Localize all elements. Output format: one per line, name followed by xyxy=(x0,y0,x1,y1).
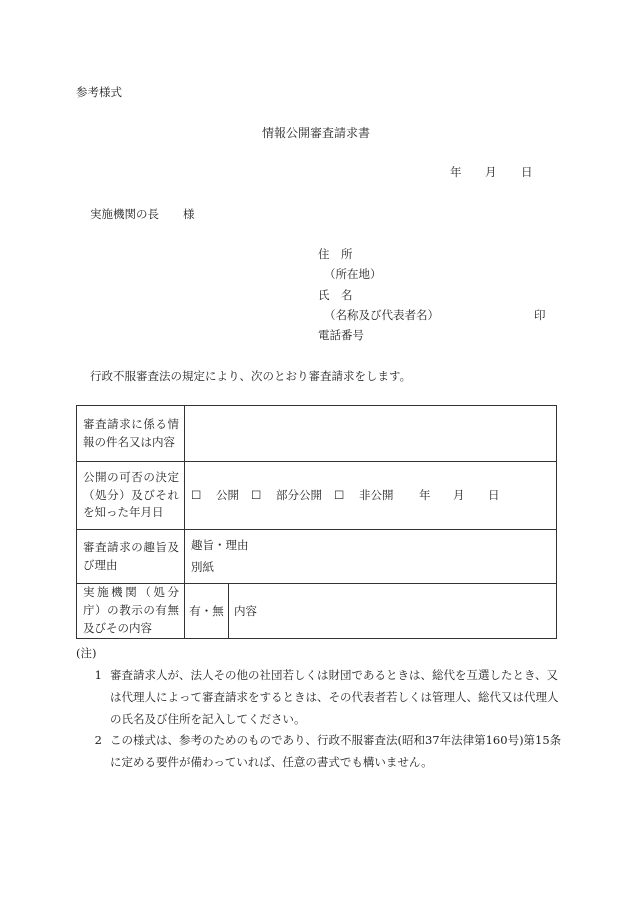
intro-text: 行政不服審査法の規定により、次のとおり審査請求をします。 xyxy=(90,369,412,383)
document-title: 情報公開審査請求書 xyxy=(262,126,371,140)
notes-section xyxy=(76,643,562,774)
note-number: 1 xyxy=(94,667,102,682)
table-row xyxy=(77,530,557,584)
addressee-honorific: 様 xyxy=(183,207,195,221)
yes-no-cell[interactable]: 有・無 xyxy=(185,584,229,638)
note-text: この様式は、参考のためのものであり、行政不服審査法(昭和37年法律第160号)第15条に定める要件が備わっていれば、任意の書式でも構いません。 xyxy=(110,733,562,770)
reference-form-label: 参考様式 xyxy=(76,85,122,99)
row-label: 実施機関（処分庁）の教示の有無及びその内容 xyxy=(77,584,185,639)
date-day: 日 xyxy=(521,165,533,179)
row-label: 公開の可否の決定（処分）及びそれを知った年月日 xyxy=(77,462,185,530)
date-month: 月 xyxy=(485,165,497,179)
decision-month: 月 xyxy=(453,487,465,502)
request-subject-field[interactable] xyxy=(185,406,557,462)
notes-heading: (注) xyxy=(76,646,97,660)
row-label: 審査請求の趣旨及び理由 xyxy=(77,530,185,584)
row-label: 審査請求に係る情報の件名又は内容 xyxy=(77,406,185,462)
address-label: 住 所 xyxy=(318,247,353,261)
decision-day: 日 xyxy=(488,487,500,502)
separate-sheet-label: 別紙 xyxy=(191,559,214,574)
option-public-label: 公開 xyxy=(216,487,239,502)
table-row xyxy=(77,584,557,639)
name-sub-label: （名称及び代表者名） xyxy=(324,308,439,322)
note-item xyxy=(76,665,562,731)
table-row xyxy=(77,462,557,530)
checkbox-public[interactable]: ☐ xyxy=(191,487,202,502)
addressee-name: 実施機関の長 xyxy=(90,207,159,221)
note-number: 2 xyxy=(94,733,102,748)
request-form-table xyxy=(76,405,557,639)
seal-mark: 印 xyxy=(534,308,546,322)
name-label: 氏 名 xyxy=(318,288,353,302)
decision-field xyxy=(185,462,557,530)
instruction-field xyxy=(185,584,557,639)
decision-year: 年 xyxy=(419,487,431,502)
option-nonpublic-label: 非公開 xyxy=(359,487,394,502)
note-item xyxy=(76,730,562,774)
address-sub-label: （所在地） xyxy=(324,267,382,281)
purpose-reason-label: 趣旨・理由 xyxy=(191,537,249,552)
instruction-content-label: 内容 xyxy=(234,604,257,618)
purpose-reason-field xyxy=(185,530,557,584)
phone-label: 電話番号 xyxy=(318,328,364,342)
option-partial-label: 部分公開 xyxy=(276,487,322,502)
note-text: 審査請求人が、法人その他の社団若しくは財団であるときは、総代を互選したとき、又は代理人によって審査請求をするときは、その代表者若しくは管理人、総代又は代理人の氏名及び住所を記入してください。 xyxy=(110,667,559,726)
table-row xyxy=(77,406,557,462)
date-year: 年 xyxy=(450,165,462,179)
checkbox-nonpublic[interactable]: ☐ xyxy=(334,487,345,502)
checkbox-partial[interactable]: ☐ xyxy=(251,487,262,502)
